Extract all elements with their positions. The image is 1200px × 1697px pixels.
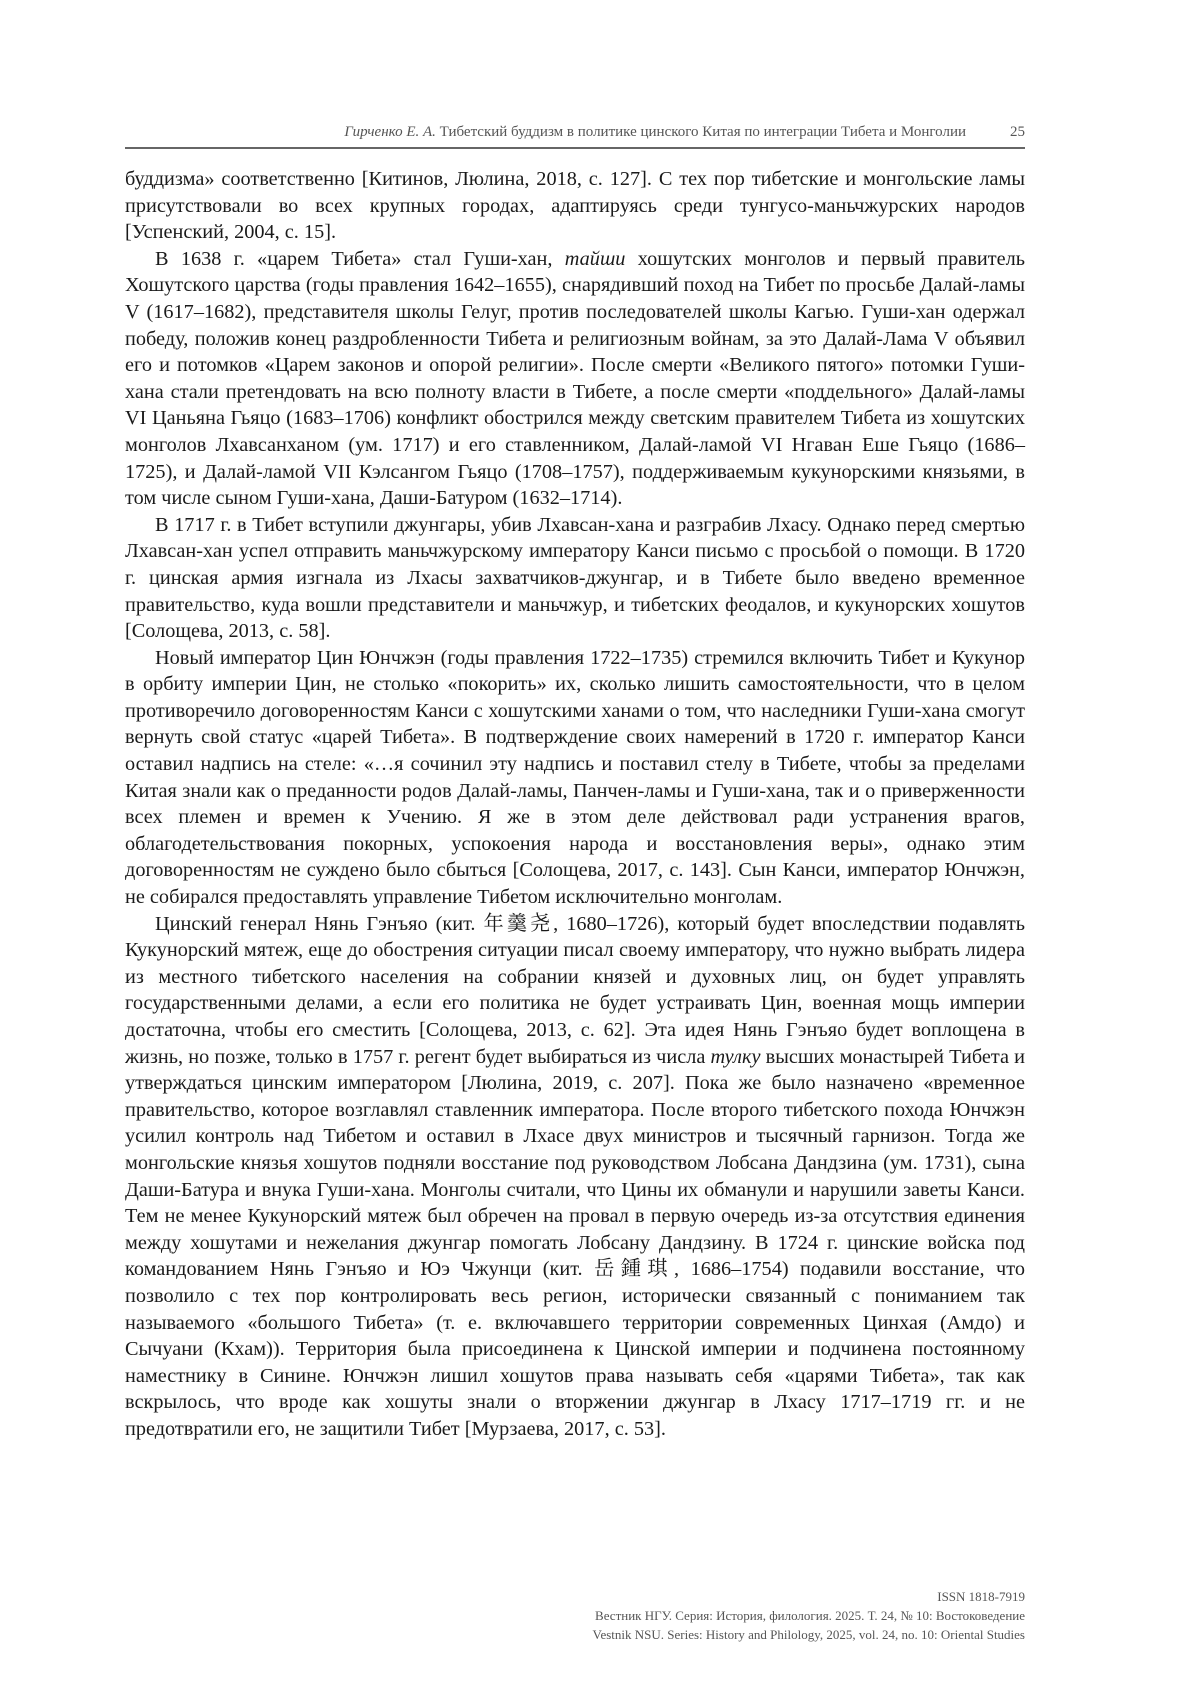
header-authors: Гирченко Е. А. [344, 124, 436, 140]
header-title: Тибетский буддизм в политике цинского Китая по интеграции Тибета и Монголии [439, 124, 966, 140]
running-title [125, 124, 1010, 141]
page-number: 25 [1010, 124, 1025, 140]
paragraph-2: В 1638 г. «царем Тибета» стал Гуши-хан, тайши хошутских монголов и первый правитель Хошутского царства (годы правления 1642–1655), снарядивший поход на Тибет по просьбе Далай-ламы V (1617–1682), представителя школы Гелуг, против последователей школы Кагью. Гуши-хан одержал победу, положив конец раздробленности Тибета и религиозным войнам, за это Далай-Лама V объявил его и потомков «Царем законов и опорой религии». После смерти «Великого пятого» потомки Гуши-хана стали претендовать на всю полноту власти в Тибете, а после смерти «поддельного» Далай-ламы VI Цаньяна Гьяцо (1683–1706) конфликт обострился между светским правителем Тибета из хошутских монголов Лхавсанханом (ум. 1717) и его ставленником, Далай-ламой VI Нгаван Еше Гьяцо (1686–1725), и Далай-ламой VII Кэлсангом Гьяцо (1708–1757), поддерживаемым кукунорскими князьями, в том числе сыном Гуши-хана, Даши-Батуром (1632–1714). [125, 247, 1025, 510]
journal-footer [593, 1587, 1025, 1644]
running-header [125, 124, 1025, 149]
paragraph-1: буддизма» соответственно [Китинов, Люлина, 2018, с. 127]. С тех пор тибетские и монгольские ламы присутствовали во всех крупных городах, адаптируясь среди тунгусо-маньчжурских народов [Успенский, 2004, с. 15]. [125, 168, 1025, 244]
paragraph-4: Новый император Цин Юнчжэн (годы правления 1722–1735) стремился включить Тибет и Кукунор в орбиту империи Цин, не столько «покорить» их, сколько лишить самостоятельности, что в целом противоречило договоренностям Канси с хошутскими ханами о том, что наследники Гуши-хана смогут вернуть свой статус «царей Тибета». В подтверждение своих намерений в 1720 г. император Канси оставил надпись на стеле: «…я сочинил эту надпись и поставил стелу в Тибете, чтобы за пределами Китая знали как о преданности родов Далай-ламы, Панчен-ламы и Гуши-хана, так и о приверженности всех племен и времен к Учению. Я же в этом деле действовал ради устранения врагов, облагодетельствования покорных, успокоения народа и восстановления веры», однако этим договоренностям не суждено было сбыться [Солощева, 2017, с. 143]. Сын Канси, император Юнчжэн, не собирался предоставлять управление Тибетом исключительно монголам. [125, 646, 1025, 909]
footer-journal-ru: Вестник НГУ. Серия: История, филология. 2025. Т. 24, № 10: Востоковедение [595, 1608, 1025, 1623]
paragraph-3: В 1717 г. в Тибет вступили джунгары, убив Лхавсан-хана и разграбив Лхасу. Однако перед смертью Лхавсан-хан успел отправить маньчжурскому императору Канси письмо с просьбой о помощи. В 1720 г. цинская армия изгнала из Лхасы захватчиков-джунгар, и в Тибете было введено временное правительство, куда вошли представители и маньчжур, и тибетских феодалов, и кукунорских хошутов [Солощева, 2013, с. 58]. [125, 513, 1025, 643]
footer-journal-en: Vestnik NSU. Series: History and Philology, 2025, vol. 24, no. 10: Oriental Studies [592, 1627, 1025, 1642]
footer-issn: ISSN 1818-7919 [937, 1589, 1025, 1604]
article-body [125, 166, 1025, 1443]
paragraph-5: Цинский генерал Нянь Гэнъяо (кит. 年羹尧, 1680–1726), который будет впоследствии подавлять Кукунорский мятеж, еще до обострения ситуации писал своему императору, что нужно выбрать лидера из местного тибетского населения на собрании князей и духовных лиц, он будет управлять государственными делами, а если его политика не будет устраивать Цин, военная мощь империи достаточна, чтобы его сместить [Солощева, 2013, с. 62]. Эта идея Нянь Гэнъяо будет воплощена в жизнь, но позже, только в 1757 г. регент будет выбираться из числа тулку высших монастырей Тибета и утверждаться цинским императором [Люлина, 2019, с. 207]. Пока же было назначено «временное правительство, которое возглавлял ставленник императора. После второго тибетского похода Юнчжэн усилил контроль над Тибетом и оставил в Лхасе двух министров и тысячный гарнизон. Тогда же монгольские князья хошутов подняли восстание под руководством Лобсана Дандзина (ум. 1731), сына Даши-Батура и внука Гуши-хана. Монголы считали, что Цины их обманули и нарушили заветы Канси. Тем не менее Кукунорский мятеж был обречен на провал в первую очередь из-за отсутствия единения между хошутами и нежелания джунгар помогать Лобсану Дандзину. В 1724 г. цинские войска под командованием Нянь Гэнъяо и Юэ Чжунци (кит. 岳鍾琪, 1686–1754) подавили восстание, что позволило с тех пор контролировать весь регион, исторически связанный с пониманием так называемого «большого Тибета» (т. е. включавшего территории современных Цинхая (Амдо) и Сычуани (Кхам)). Территория была присоединена к Цинской империи и подчинена постоянному наместнику в Синине. Юнчжэн лишил хошутов права называть себя «царями Тибета», так как вскрылось, что вроде как хошуты знали о вторжении джунгар в Лхасу 1717–1719 гг. и не предотвратили его, не защитили Тибет [Мурзаева, 2017, с. 53]. [125, 912, 1026, 1440]
